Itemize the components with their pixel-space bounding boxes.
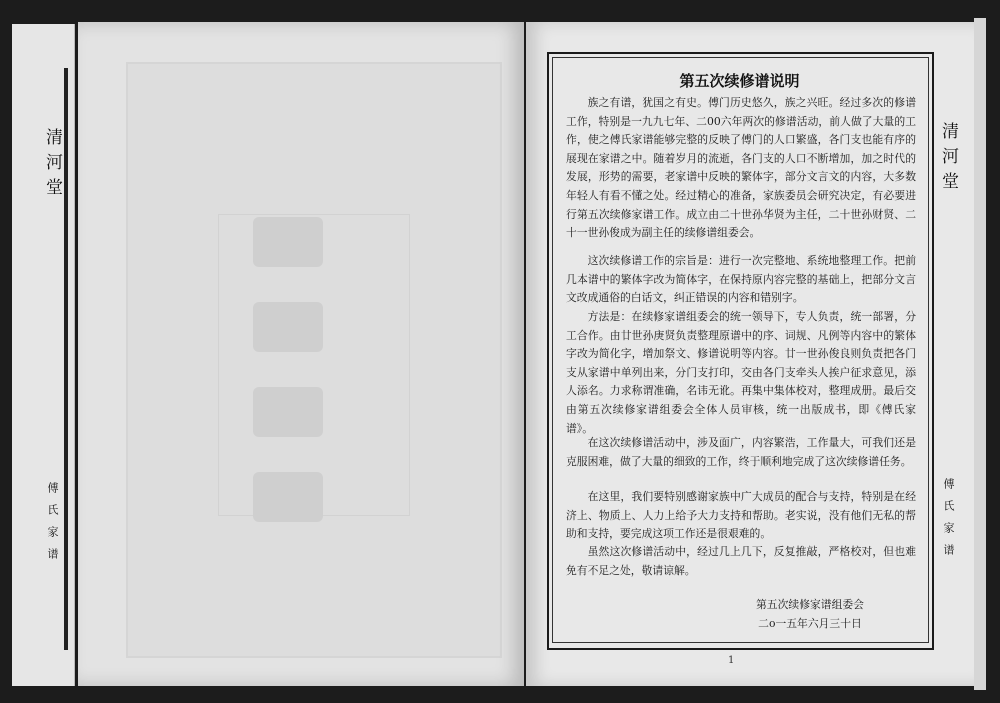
- bleed-through-image: [126, 62, 502, 658]
- signature-org: 第五次续修家谱组委会: [756, 598, 864, 611]
- document-title: 第五次续修谱说明: [679, 72, 800, 90]
- paragraph-4: 在这次续修谱活动中，涉及面广，内容繁浩，工作量大，可我们还是克服困难，做了大量的细致的工作，终于顺利地完成了这次续修谱任务。: [566, 436, 916, 468]
- paragraph-6: 虽然这次修谱活动中，经过几上几下，反复推敲，严格校对，但也难免有不足之处，敬请谅解。: [566, 545, 916, 577]
- right-side-title: 清河堂: [938, 122, 958, 197]
- signature-date: 二o一五年六月三十日: [758, 617, 862, 630]
- paragraph-3: 方法是：在续修家谱组委会的统一领导下，专人负责，统一部署，分工合作。由廿世孙庚贤负责整理原谱中的序、词规、凡例等内容中的繁体字改为简化字，增加祭文、修谱说明等内容。廿一世孙俊良则负责把各门支从家谱中单列出来，分门支打印，交由各门支牵头人挨户征求意见，添人添名。力求称谓准确，名讳无讹。再集中集体校对，整理成册。最后交由第五次续修家谱组委会全体人员审核，统一出版成书，即《傅氏家谱》。: [566, 310, 916, 435]
- left-side-footer: 傅氏家谱: [46, 482, 59, 570]
- right-side-footer: 傅氏家谱: [942, 478, 955, 566]
- paragraph-5: 在这里，我们要特别感谢家族中广大成员的配合与支持，特别是在经济上、物质上、人力上给予大力支持和帮助。老实说，没有他们无私的帮助和支持，要完成这项工作还是很艰难的。: [566, 490, 916, 541]
- paragraph-1: 族之有谱，犹国之有史。傅门历史悠久，族之兴旺。经过多次的修谱工作，特别是一九九七年、二00六年两次的修谱活动，前人做了大量的工作，使之傅氏家谱能够完整的反映了傅门的人口繁盛，各门支也能有序的展现在家谱之中。随着岁月的流逝，各门支的人口不断增加，加之时代的发展，形势的需要，老家谱中反映的繁体字，部分文言文的内容，大多数年轻人有看不懂之处。经过精心的准备，家族委员会研究决定，有必要进行第五次续修家谱工作。成立由二十世孙华贤为主任，二十世孙财贤、二十一世孙俊成为副主任的续修谱组委会。: [566, 96, 916, 240]
- left-side-title: 清河堂: [42, 128, 62, 203]
- right-page-edge: [974, 18, 986, 690]
- left-page: [78, 22, 524, 686]
- paragraph-2: 这次续修谱工作的宗旨是：进行一次完整地、系统地整理工作。把前几本谱中的繁体字改为简体字，在保持原内容完整的基础上，把部分文言文改成通俗的白话文，纠正错误的内容和错别字。: [566, 254, 916, 305]
- page-number: 1: [728, 655, 735, 666]
